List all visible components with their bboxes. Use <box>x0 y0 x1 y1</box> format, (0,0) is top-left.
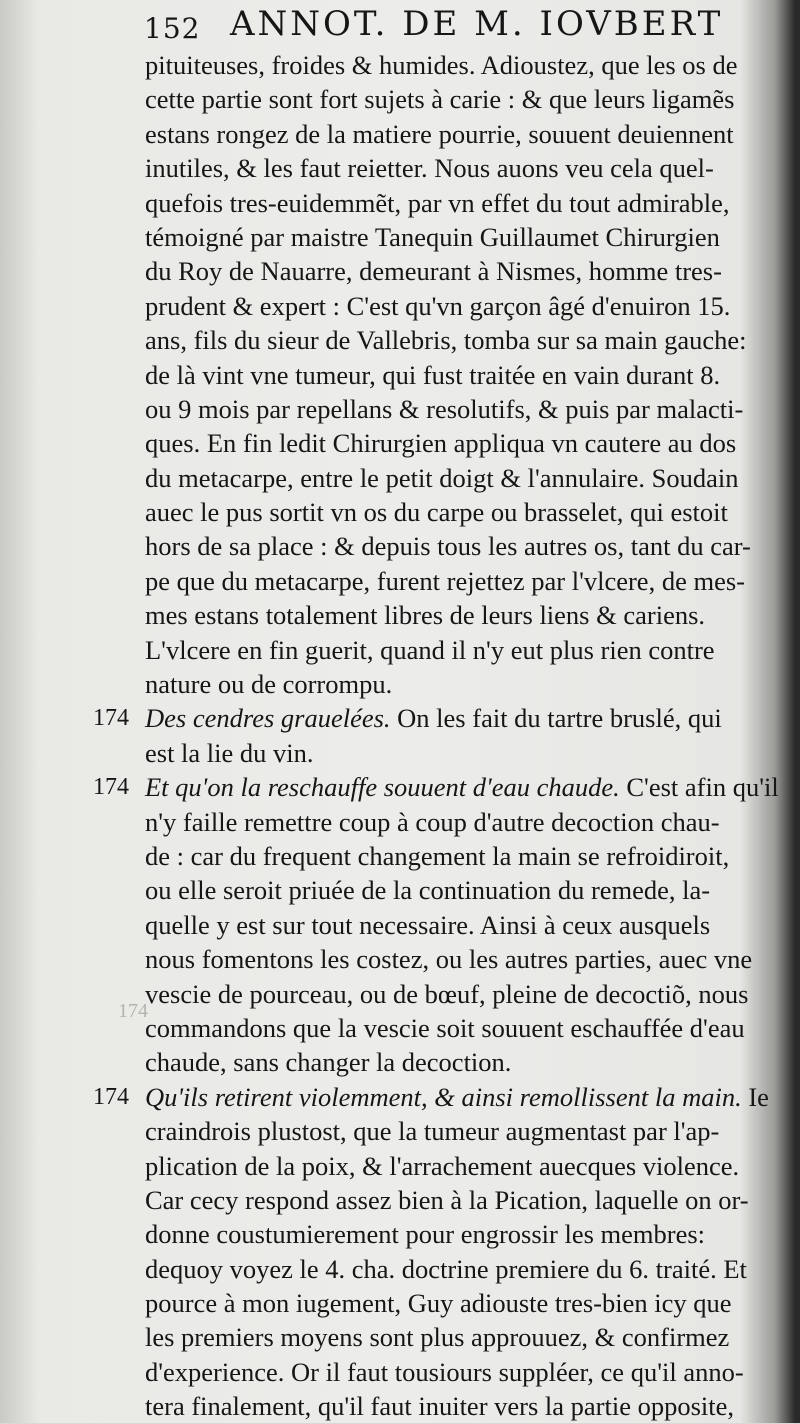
text-line: est la lie du vin. <box>145 737 314 768</box>
annotation-text: C'est afin qu'il <box>619 772 779 803</box>
text-line: Car cecy respond assez bien à la Pication, laquelle on or- <box>145 1184 749 1215</box>
text-line: L'vlcere en fin guerit, quand il n'y eut plus rien contre <box>145 634 715 665</box>
annotation-entry <box>93 770 779 1080</box>
text-line: de : car du frequent changement la main se refroidiroit, <box>145 840 730 871</box>
text-line: du metacarpe, entre le petit doigt & l'annulaire. Soudain <box>145 462 739 493</box>
text-line: quelle y est sur tout necessaire. Ainsi à ceux ausquels <box>145 909 711 940</box>
running-head: ANNOT. DE M. IOVBERT <box>230 4 724 44</box>
text-line: ques. En fin ledit Chirurgien appliqua vn cautere au dos <box>145 428 737 459</box>
text-line: de là vint vne tumeur, qui fust traitée en vain durant 8. <box>145 359 721 390</box>
text-line: nature ou de corrompu. <box>145 669 393 700</box>
text-line: inutiles, & les faut reietter. Nous auons veu cela quel- <box>145 153 714 184</box>
text-line: nous fomentons les costez, ou les autres parties, auec vne <box>145 944 753 975</box>
text-line: témoigné par maistre Tanequin Guillaumet Chirurgien <box>145 221 720 252</box>
text-line: d'experience. Or il faut tousiours suppléer, ce qu'il anno- <box>145 1356 744 1387</box>
text-line: commandons que la vescie soit souuent eschauffée d'eau <box>145 1012 745 1043</box>
margin-note-number: 174 <box>93 705 129 732</box>
text-line: pe que du metacarpe, furent rejettez par l'vlcere, de mes- <box>145 565 745 596</box>
text-line: ans, fils du sieur de Vallebris, tomba sur sa main gauche: <box>145 325 747 356</box>
text-line: prudent & expert : C'est qu'vn garçon âgé d'enuiron 15. <box>145 290 731 321</box>
text-line: mes estans totalement libres de leurs liens & cariens. <box>145 600 706 631</box>
text-line: ou 9 mois par repellans & resolutifs, & puis par malacti- <box>145 393 744 424</box>
annotation-lemma: Qu'ils retirent violemment, & ainsi remollissent la main. <box>145 1081 742 1112</box>
annotation-lemma: Des cendres grauelées. <box>145 703 391 734</box>
text-line <box>145 770 779 804</box>
text-line: chaude, sans changer la decoction. <box>145 1047 512 1078</box>
text-line: n'y faille remettre coup à coup d'autre decoction chau- <box>145 806 720 837</box>
text-line: craindrois plustost, que la tumeur augmentast par l'ap- <box>145 1116 720 1147</box>
text-line: plication de la poix, & l'arrachement auecques violence. <box>145 1150 740 1181</box>
text-line: ou elle seroit priuée de la continuation du remede, la- <box>145 875 711 906</box>
text-line: auec le pus sortit vn os du carpe ou brasselet, qui estoit <box>145 497 728 528</box>
text-line: tera finalement, qu'il faut inuiter vers la partie opposite, <box>145 1391 735 1422</box>
annotation-text: On les fait du tartre bruslé, qui <box>390 703 722 734</box>
text-line: pource à mon iugement, Guy adiouste tres-bien icy que <box>145 1288 732 1319</box>
annotation-text: Ie <box>741 1081 769 1112</box>
text-line: vescie de pourceau, ou de bœuf, pleine de decoctiõ, nous <box>145 978 749 1009</box>
text-line: du Roy de Nauarre, demeurant à Nismes, homme tres- <box>145 256 722 287</box>
margin-note-number: 174 <box>93 774 129 801</box>
page-header <box>120 4 760 50</box>
text-line: hors de sa place : & depuis tous les autres os, tant du car- <box>145 531 751 562</box>
text-line: cette partie sont fort sujets à carie : & que leurs ligamẽs <box>145 84 735 115</box>
bleed-through-mark: 174 <box>118 1000 148 1022</box>
text-line: les premiers moyens sont plus approuuez, & confirmez <box>145 1322 730 1353</box>
paragraph <box>145 48 765 701</box>
text-line: pituiteuses, froides & humides. Adioustez, que les os de <box>145 50 738 80</box>
annotation-lemma: Et qu'on la reschauffe souuent d'eau chaude. <box>145 772 620 803</box>
annotation-entry <box>93 701 765 770</box>
text-line: estans rongez de la matiere pourrie, souuent deuiennent <box>145 118 734 149</box>
annotation-entry <box>93 1080 769 1424</box>
page-number: 152 <box>144 12 201 45</box>
margin-note-number: 174 <box>93 1083 129 1110</box>
body-text <box>93 48 779 1424</box>
text-line: dequoy voyez le 4. cha. doctrine premiere du 6. traité. Et <box>145 1253 747 1284</box>
text-line: quefois tres-euidemmẽt, par vn effet du tout admirable, <box>145 187 730 218</box>
text-line <box>145 1080 769 1114</box>
text-line: donne coustumierement pour engrossir les membres: <box>145 1219 706 1250</box>
text-line <box>145 701 765 735</box>
